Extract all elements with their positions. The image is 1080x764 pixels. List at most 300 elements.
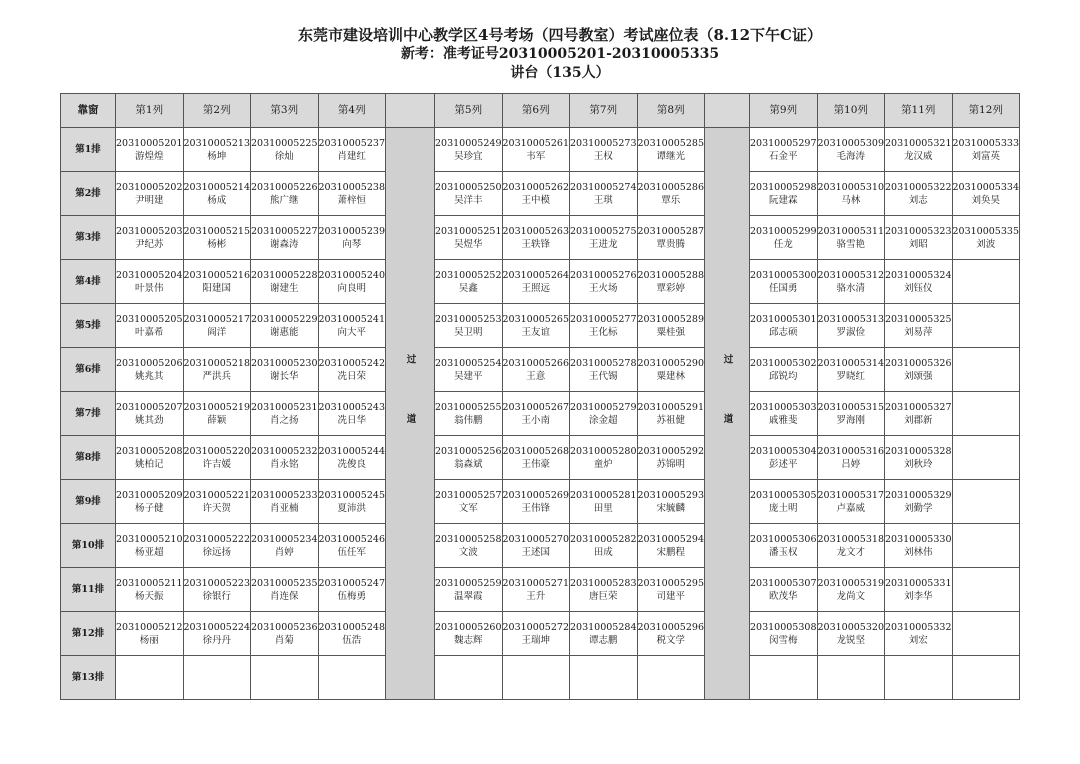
- seat-cell: [885, 612, 953, 656]
- candidate-id: 20310005233: [251, 489, 318, 501]
- seat-cell: [435, 348, 503, 392]
- seat-row: [61, 172, 1020, 216]
- candidate-name: 杨成: [207, 194, 227, 206]
- seat-cell: [817, 260, 885, 304]
- candidate-name: 向良明: [337, 282, 366, 294]
- candidate-id: 20310005299: [750, 225, 817, 237]
- seat-cell: [750, 524, 818, 568]
- seat-cell: [885, 524, 953, 568]
- row-label: 第3排: [61, 216, 116, 260]
- seat-cell: [952, 128, 1020, 172]
- candidate-id: 20310005257: [435, 489, 502, 501]
- candidate-name: 向琴: [342, 238, 362, 250]
- candidate-id: 20310005309: [817, 137, 884, 149]
- candidate-name: 刘秋玲: [903, 458, 933, 470]
- candidate-id: 20310005241: [318, 313, 385, 325]
- seat-cell: [637, 260, 705, 304]
- candidate-name: 龙锐坚: [836, 634, 865, 646]
- seat-cell: [637, 348, 705, 392]
- candidate-name: 吴煜华: [453, 238, 483, 250]
- candidate-name: 司建平: [656, 590, 685, 602]
- seat-cell: [570, 524, 638, 568]
- seat-cell: [116, 216, 184, 260]
- column-header: 第9列: [750, 94, 818, 128]
- seat-cell: [251, 128, 319, 172]
- podium-note: 讲台（135人）: [510, 65, 610, 81]
- seat-cell: [637, 524, 705, 568]
- candidate-id: 20310005244: [318, 445, 385, 457]
- seat-cell: [570, 656, 638, 700]
- seat-cell: [750, 612, 818, 656]
- candidate-id: 20310005252: [435, 269, 502, 281]
- candidate-id: 20310005275: [570, 225, 637, 237]
- candidate-id: 20310005278: [570, 357, 637, 369]
- candidate-name: 唐巨荣: [588, 590, 618, 602]
- seat-cell: [183, 348, 251, 392]
- candidate-id: 20310005265: [502, 313, 569, 325]
- candidate-name: 罗晓红: [836, 370, 865, 382]
- seat-cell: [885, 172, 953, 216]
- candidate-name: 覃贵腾: [656, 238, 685, 250]
- seat-cell: [750, 128, 818, 172]
- candidate-name: 徐丹丹: [202, 634, 231, 646]
- candidate-name: 石金平: [768, 150, 798, 162]
- candidate-id: 20310005236: [251, 621, 318, 633]
- seat-cell: [637, 216, 705, 260]
- row-label: 第5排: [61, 304, 116, 348]
- candidate-id: 20310005329: [885, 489, 952, 501]
- candidate-id: 20310005277: [570, 313, 637, 325]
- candidate-id: 20310005225: [251, 137, 318, 149]
- candidate-id: 20310005282: [570, 533, 637, 545]
- candidate-name: 肖永铭: [269, 458, 299, 470]
- seat-cell: [318, 216, 386, 260]
- candidate-name: 王化标: [588, 326, 618, 338]
- seat-cell: [885, 436, 953, 480]
- candidate-name: 刘志: [908, 194, 928, 206]
- seat-cell: [817, 128, 885, 172]
- candidate-id: 20310005205: [116, 313, 183, 325]
- candidate-id: 20310005235: [251, 577, 318, 589]
- candidate-id: 20310005227: [251, 225, 318, 237]
- document-subtitle: 新考：准考证号20310005201-20310005335: [400, 46, 720, 62]
- candidate-name: 邱锐均: [768, 370, 798, 382]
- column-header: 第3列: [251, 94, 319, 128]
- candidate-id: 20310005326: [885, 357, 952, 369]
- candidate-id: 20310005249: [435, 137, 502, 149]
- seat-cell: [817, 524, 885, 568]
- seat-cell: [183, 524, 251, 568]
- seat-cell: [637, 392, 705, 436]
- seat-cell: [318, 128, 386, 172]
- seat-cell: [502, 436, 570, 480]
- seat-cell: [817, 216, 885, 260]
- candidate-id: 20310005289: [637, 313, 704, 325]
- candidate-name: 冼日荣: [337, 370, 366, 382]
- candidate-name: 向大平: [337, 326, 366, 338]
- candidate-name: 骆水清: [836, 282, 865, 294]
- seat-cell: [435, 524, 503, 568]
- seat-row: [61, 260, 1020, 304]
- seat-cell: [750, 172, 818, 216]
- column-header: 第2列: [183, 94, 251, 128]
- row-label: 第10排: [61, 524, 116, 568]
- candidate-name: 闵雪梅: [768, 634, 798, 646]
- candidate-name: 阳建国: [202, 282, 231, 294]
- seat-cell: [435, 656, 503, 700]
- candidate-name: 温翠霞: [453, 590, 483, 602]
- candidate-name: 夏沛洪: [337, 502, 366, 514]
- seat-cell: [502, 392, 570, 436]
- seat-cell: [251, 348, 319, 392]
- candidate-id: 20310005316: [817, 445, 884, 457]
- seat-cell: [116, 656, 184, 700]
- seat-cell: [435, 392, 503, 436]
- seat-cell: [318, 348, 386, 392]
- candidate-id: 20310005305: [750, 489, 817, 501]
- seat-cell: [952, 480, 1020, 524]
- candidate-name: 邱志硕: [768, 326, 798, 338]
- candidate-name: 谢建生: [269, 282, 299, 294]
- candidate-name: 叶景伟: [134, 282, 164, 294]
- seat-cell: [435, 568, 503, 612]
- candidate-name: 王中模: [521, 194, 550, 206]
- candidate-id: 20310005308: [750, 621, 817, 633]
- candidate-name: 杨坤: [207, 150, 227, 162]
- candidate-name: 刘李华: [903, 590, 933, 602]
- candidate-id: 20310005245: [318, 489, 385, 501]
- candidate-id: 20310005208: [116, 445, 183, 457]
- column-header: 第6列: [502, 94, 570, 128]
- candidate-name: 严洪兵: [202, 370, 231, 382]
- seat-cell: [502, 568, 570, 612]
- candidate-id: 20310005232: [251, 445, 318, 457]
- candidate-name: 骆雪艳: [836, 238, 865, 250]
- candidate-name: 马林: [841, 194, 861, 206]
- seat-cell: [637, 436, 705, 480]
- candidate-name: 许吉媛: [202, 458, 231, 470]
- candidate-id: 20310005331: [885, 577, 952, 589]
- candidate-id: 20310005294: [637, 533, 704, 545]
- candidate-name: 肖建红: [337, 150, 366, 162]
- candidate-name: 杨丽: [139, 634, 159, 646]
- candidate-name: 吴洋丰: [453, 194, 483, 206]
- candidate-id: 20310005228: [251, 269, 318, 281]
- header-row: [61, 94, 1020, 128]
- candidate-id: 20310005287: [637, 225, 704, 237]
- seat-cell: [885, 260, 953, 304]
- seat-cell: [570, 568, 638, 612]
- candidate-id: 20310005334: [952, 181, 1019, 193]
- seat-cell: [318, 612, 386, 656]
- candidate-id: 20310005229: [251, 313, 318, 325]
- candidate-name: 翁森斌: [453, 458, 483, 470]
- candidate-id: 20310005333: [952, 137, 1019, 149]
- candidate-id: 20310005237: [318, 137, 385, 149]
- seat-cell: [817, 568, 885, 612]
- seat-cell: [318, 172, 386, 216]
- column-header: 第11列: [885, 94, 953, 128]
- document-header: [0, 26, 1080, 83]
- candidate-name: 王小南: [521, 414, 550, 426]
- candidate-id: 20310005335: [952, 225, 1019, 237]
- seat-cell: [502, 260, 570, 304]
- seat-cell: [570, 172, 638, 216]
- candidate-name: 文波: [458, 546, 478, 558]
- seat-cell: [251, 480, 319, 524]
- seat-cell: [251, 568, 319, 612]
- seat-cell: [502, 348, 570, 392]
- candidate-id: 20310005295: [637, 577, 704, 589]
- candidate-id: 20310005238: [318, 181, 385, 193]
- candidate-name: 欧茂华: [768, 590, 798, 602]
- candidate-name: 姚兆其: [134, 370, 164, 382]
- candidate-name: 谭志鹏: [588, 634, 618, 646]
- candidate-id: 20310005325: [885, 313, 952, 325]
- seat-cell: [116, 568, 184, 612]
- candidate-name: 吴珍宜: [453, 150, 483, 162]
- candidate-id: 20310005311: [817, 225, 884, 237]
- candidate-name: 覃乐: [661, 194, 681, 206]
- candidate-name: 杨亚超: [134, 546, 164, 558]
- aisle-label: 过道: [721, 354, 733, 473]
- candidate-id: 20310005259: [435, 577, 502, 589]
- seat-cell: [251, 436, 319, 480]
- seat-cell: [817, 304, 885, 348]
- seat-cell: [502, 480, 570, 524]
- candidate-id: 20310005270: [502, 533, 569, 545]
- candidate-id: 20310005281: [570, 489, 637, 501]
- column-header: 第8列: [637, 94, 705, 128]
- seat-cell: [637, 128, 705, 172]
- seat-cell: [750, 480, 818, 524]
- candidate-id: 20310005219: [183, 401, 250, 413]
- candidate-name: 宋毓麟: [656, 502, 685, 514]
- candidate-name: 萧梓恒: [337, 194, 366, 206]
- candidate-name: 吴卫明: [453, 326, 483, 338]
- seat-cell: [435, 436, 503, 480]
- aisle-right: [705, 128, 750, 700]
- candidate-id: 20310005204: [116, 269, 183, 281]
- candidate-id: 20310005284: [570, 621, 637, 633]
- seat-cell: [116, 128, 184, 172]
- candidate-name: 谭继光: [656, 150, 685, 162]
- seat-cell: [251, 392, 319, 436]
- candidate-id: 20310005296: [637, 621, 704, 633]
- seat-cell: [750, 304, 818, 348]
- candidate-name: 吴建平: [453, 370, 483, 382]
- seat-cell: [570, 612, 638, 656]
- seat-row: [61, 436, 1020, 480]
- candidate-id: 20310005216: [183, 269, 250, 281]
- candidate-name: 徐灿: [274, 150, 294, 162]
- candidate-id: 20310005321: [885, 137, 952, 149]
- row-label: 第12排: [61, 612, 116, 656]
- candidate-id: 20310005304: [750, 445, 817, 457]
- candidate-id: 20310005313: [817, 313, 884, 325]
- seat-cell: [116, 172, 184, 216]
- seat-cell: [570, 392, 638, 436]
- seat-cell: [318, 524, 386, 568]
- row-label: 第8排: [61, 436, 116, 480]
- candidate-name: 徐银行: [202, 590, 231, 602]
- candidate-name: 王轶锋: [521, 238, 550, 250]
- column-header: 第12列: [952, 94, 1020, 128]
- candidate-name: 肖连保: [269, 590, 299, 602]
- candidate-id: 20310005211: [116, 577, 183, 589]
- candidate-id: 20310005221: [183, 489, 250, 501]
- seat-cell: [750, 216, 818, 260]
- candidate-name: 魏志辉: [453, 634, 483, 646]
- candidate-name: 翁伟鹏: [453, 414, 483, 426]
- candidate-name: 姚柏记: [134, 458, 164, 470]
- candidate-name: 尹明建: [134, 194, 164, 206]
- candidate-id: 20310005263: [502, 225, 569, 237]
- candidate-name: 韦军: [526, 150, 546, 162]
- candidate-id: 20310005234: [251, 533, 318, 545]
- seat-cell: [817, 172, 885, 216]
- candidate-name: 潘玉权: [768, 546, 798, 558]
- candidate-id: 20310005324: [885, 269, 952, 281]
- seat-cell: [817, 480, 885, 524]
- candidate-name: 粟建林: [656, 370, 685, 382]
- candidate-id: 20310005222: [183, 533, 250, 545]
- seat-row: [61, 480, 1020, 524]
- candidate-id: 20310005209: [116, 489, 183, 501]
- candidate-id: 20310005220: [183, 445, 250, 457]
- candidate-id: 20310005248: [318, 621, 385, 633]
- document-title: 东莞市建设培训中心教学区4号考场（四号教室）考试座位表（8.12下午C证）: [298, 26, 822, 44]
- seat-cell: [318, 260, 386, 304]
- seat-row: [61, 612, 1020, 656]
- seat-cell: [885, 656, 953, 700]
- candidate-name: 冼俊良: [337, 458, 366, 470]
- candidate-id: 20310005266: [502, 357, 569, 369]
- candidate-name: 卢嘉威: [836, 502, 865, 514]
- seat-cell: [502, 612, 570, 656]
- candidate-id: 20310005231: [251, 401, 318, 413]
- candidate-id: 20310005214: [183, 181, 250, 193]
- aisle-left: [386, 128, 435, 700]
- candidate-id: 20310005319: [817, 577, 884, 589]
- candidate-name: 龙汉威: [903, 150, 933, 162]
- candidate-id: 20310005317: [817, 489, 884, 501]
- candidate-name: 王权: [593, 150, 613, 162]
- seat-cell: [637, 612, 705, 656]
- seat-cell: [952, 392, 1020, 436]
- seat-cell: [637, 304, 705, 348]
- candidate-name: 戚雅斐: [768, 414, 798, 426]
- row-label: 第2排: [61, 172, 116, 216]
- candidate-name: 王琪: [593, 194, 613, 206]
- seat-cell: [116, 348, 184, 392]
- seat-cell: [502, 216, 570, 260]
- seat-cell: [502, 304, 570, 348]
- seat-cell: [952, 568, 1020, 612]
- candidate-name: 彭述平: [768, 458, 798, 470]
- seat-row: [61, 128, 1020, 172]
- candidate-name: 童炉: [593, 458, 613, 470]
- column-header: 第4列: [318, 94, 386, 128]
- seat-cell: [318, 568, 386, 612]
- candidate-id: 20310005226: [251, 181, 318, 193]
- candidate-name: 庞土明: [768, 502, 798, 514]
- seat-cell: [183, 304, 251, 348]
- candidate-name: 冼日华: [337, 414, 366, 426]
- seat-cell: [502, 656, 570, 700]
- seat-cell: [750, 348, 818, 392]
- candidate-name: 伍浩: [342, 634, 362, 646]
- candidate-id: 20310005292: [637, 445, 704, 457]
- seat-cell: [183, 172, 251, 216]
- seat-cell: [817, 392, 885, 436]
- candidate-name: 王述国: [521, 546, 550, 558]
- row-label: 第9排: [61, 480, 116, 524]
- candidate-name: 王瑞坤: [521, 634, 550, 646]
- candidate-name: 刘富英: [971, 150, 1000, 162]
- column-header: 第10列: [817, 94, 885, 128]
- candidate-name: 税文学: [656, 634, 685, 646]
- candidate-id: 20310005246: [318, 533, 385, 545]
- seat-cell: [251, 656, 319, 700]
- candidate-name: 刘林伟: [903, 546, 933, 558]
- candidate-id: 20310005217: [183, 313, 250, 325]
- candidate-name: 杨天振: [134, 590, 164, 602]
- seat-cell: [183, 612, 251, 656]
- seat-cell: [750, 260, 818, 304]
- candidate-name: 阎洋: [207, 326, 227, 338]
- candidate-id: 20310005328: [885, 445, 952, 457]
- candidate-name: 王火场: [588, 282, 618, 294]
- candidate-id: 20310005207: [116, 401, 183, 413]
- seat-cell: [952, 524, 1020, 568]
- seat-cell: [251, 260, 319, 304]
- candidate-name: 肖菊: [274, 634, 294, 646]
- candidate-name: 许天贺: [202, 502, 231, 514]
- candidate-name: 王意: [526, 370, 546, 382]
- seat-cell: [318, 480, 386, 524]
- candidate-id: 20310005262: [502, 181, 569, 193]
- seat-cell: [435, 480, 503, 524]
- seat-cell: [435, 216, 503, 260]
- seat-cell: [952, 348, 1020, 392]
- candidate-name: 谢长华: [269, 370, 299, 382]
- candidate-name: 游煌煌: [134, 150, 164, 162]
- seat-cell: [116, 480, 184, 524]
- seat-cell: [885, 216, 953, 260]
- row-label: 第1排: [61, 128, 116, 172]
- candidate-name: 熊广继: [269, 194, 299, 206]
- candidate-name: 覃彩婷: [656, 282, 685, 294]
- candidate-id: 20310005310: [817, 181, 884, 193]
- candidate-id: 20310005254: [435, 357, 502, 369]
- candidate-name: 刘易萍: [903, 326, 933, 338]
- candidate-id: 20310005300: [750, 269, 817, 281]
- seat-cell: [183, 392, 251, 436]
- aisle-header-left: [386, 94, 435, 128]
- candidate-id: 20310005247: [318, 577, 385, 589]
- candidate-name: 刘钰仪: [903, 282, 933, 294]
- candidate-name: 任龙: [773, 238, 793, 250]
- candidate-id: 20310005315: [817, 401, 884, 413]
- seat-cell: [251, 612, 319, 656]
- candidate-id: 20310005323: [885, 225, 952, 237]
- seat-row: [61, 216, 1020, 260]
- seat-row: [61, 656, 1020, 700]
- candidate-id: 20310005256: [435, 445, 502, 457]
- candidate-id: 20310005258: [435, 533, 502, 545]
- candidate-id: 20310005264: [502, 269, 569, 281]
